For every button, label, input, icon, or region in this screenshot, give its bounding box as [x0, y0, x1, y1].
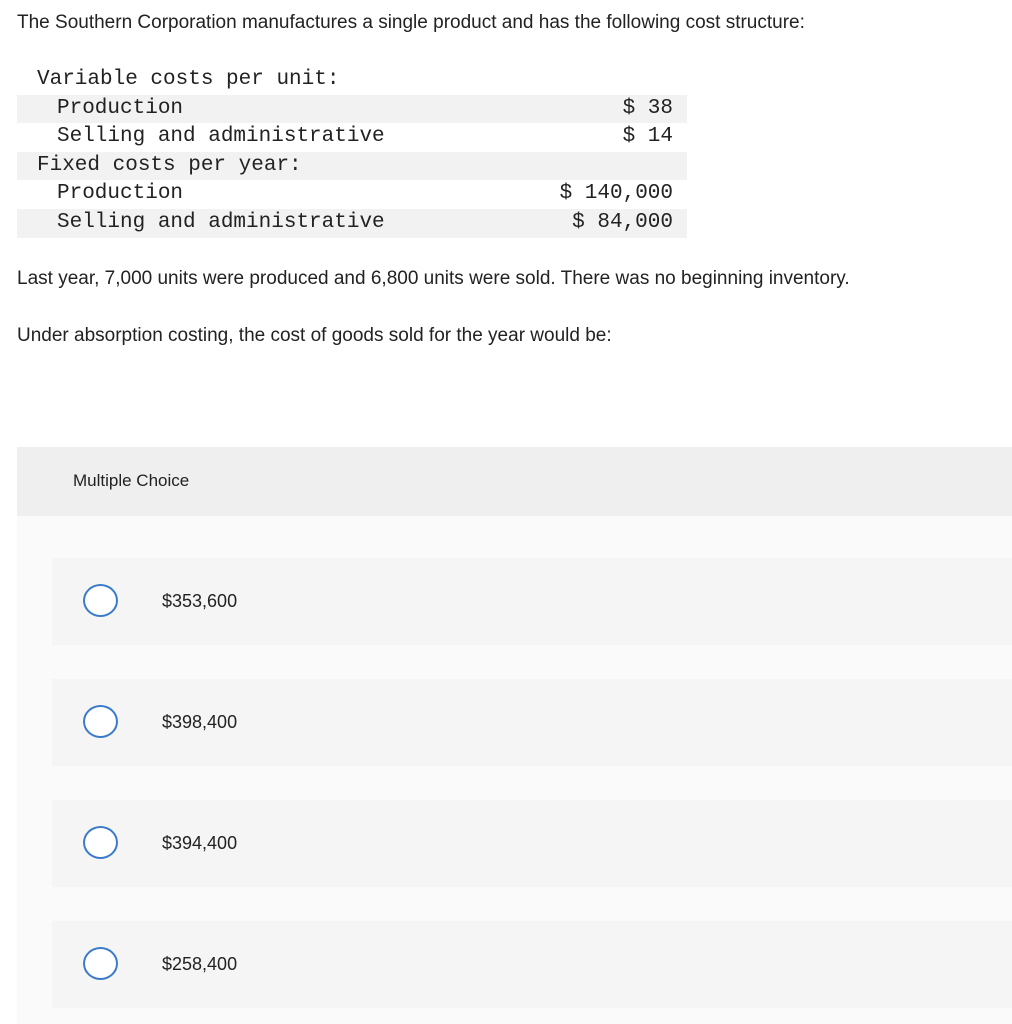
fixed-selling-row: [17, 209, 687, 238]
question-intro: The Southern Corporation manufactures a single product and has the following cost structure:: [17, 12, 805, 33]
fixed-costs-heading: Fixed costs per year:: [37, 153, 302, 177]
fixed-costs-heading-row: [17, 152, 687, 181]
answer-option-d[interactable]: [52, 921, 1012, 1008]
variable-costs-heading-row: [17, 66, 687, 95]
answer-option-label[interactable]: $353,600: [162, 591, 238, 611]
fixed-production-label: Production: [57, 182, 184, 206]
radio-button-icon[interactable]: [83, 826, 118, 859]
variable-selling-amount: $ 14: [622, 125, 673, 149]
answer-option-label[interactable]: $398,400: [162, 712, 238, 732]
answer-option-a[interactable]: [52, 558, 1012, 645]
cost-structure-table: [17, 66, 687, 238]
fixed-production-row: [17, 180, 687, 209]
multiple-choice-header: [17, 447, 1012, 516]
radio-button-icon[interactable]: [83, 705, 118, 738]
fixed-production-amount: $ 140,000: [559, 182, 673, 206]
fixed-selling-amount: $ 84,000: [572, 210, 673, 234]
variable-selling-row: [17, 123, 687, 152]
variable-production-amount: $ 38: [622, 96, 673, 120]
answer-option-label[interactable]: $258,400: [162, 954, 238, 974]
answer-option-c[interactable]: [52, 800, 1012, 887]
radio-button-icon[interactable]: [83, 947, 118, 980]
variable-production-row: [17, 95, 687, 124]
multiple-choice-title: Multiple Choice: [73, 471, 190, 490]
answer-option-b[interactable]: [52, 679, 1012, 766]
fixed-selling-label: Selling and administrative: [57, 210, 385, 234]
variable-costs-heading: Variable costs per unit:: [37, 68, 340, 91]
variable-production-label: Production: [57, 96, 184, 120]
multiple-choice-panel: [17, 447, 1012, 1024]
radio-button-icon[interactable]: [83, 584, 118, 617]
variable-selling-label: Selling and administrative: [57, 125, 385, 149]
question-prompt: Under absorption costing, the cost of goods sold for the year would be:: [17, 325, 612, 346]
answer-option-label[interactable]: $394,400: [162, 833, 238, 853]
question-paragraph-production: Last year, 7,000 units were produced and 6,800 units were sold. There was no beginning inventory.: [17, 268, 850, 289]
